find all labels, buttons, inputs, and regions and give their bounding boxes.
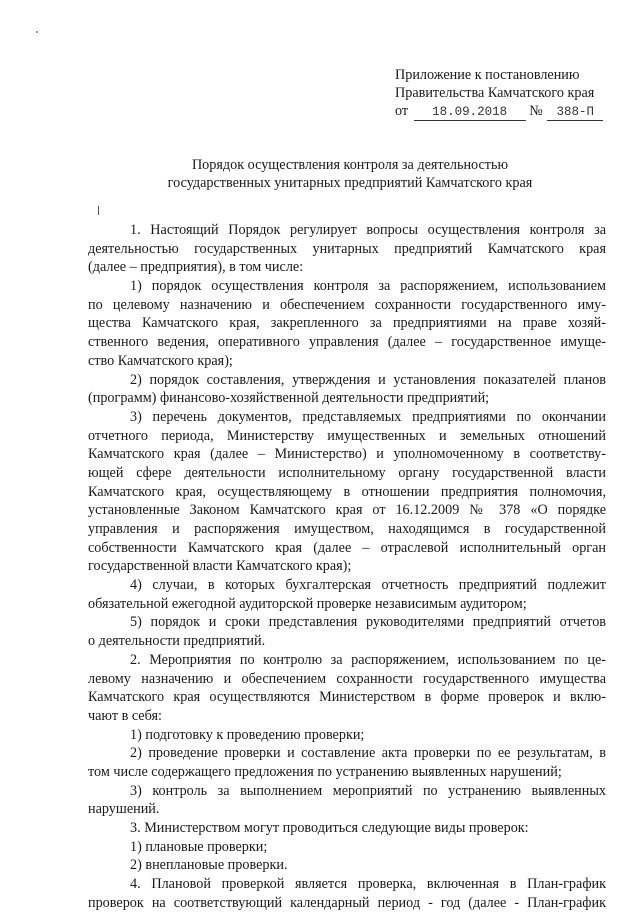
body-line: установленные Законом Камчатского края от 16.12.2009 № 378 «О порядке	[88, 502, 606, 519]
appendix-header	[395, 66, 635, 121]
body-line: нарушений.	[88, 801, 160, 818]
body-line: 1. Настоящий Порядок регулирует вопросы осуществления контроля за	[130, 222, 606, 238]
body-line: 5) порядок и сроки представления руководителями предприятий отчетов	[130, 614, 606, 631]
body-line: о деятельности предприятий.	[88, 633, 266, 650]
resolution-number: 388-П	[547, 104, 603, 121]
scan-speck	[36, 31, 38, 33]
body-line: 2. Мероприятия по контролю за распоряжением, использованием по це-	[130, 651, 606, 668]
appendix-line-3	[395, 102, 635, 121]
body-line: том числе содержащего предложения по устранению выявленных нарушений;	[88, 763, 562, 780]
body-line: ство Камчатского края);	[88, 352, 233, 369]
body-line: 4. Плановой проверкой является проверка, включенная в План-график	[130, 876, 606, 893]
body-line: по целевому назначению и обеспечением сохранности государственного иму-	[88, 296, 606, 313]
number-label: №	[529, 103, 543, 119]
body-line: Камчатского края, осуществляющему в отношении предприятия полномочия,	[88, 483, 606, 500]
body-line: 1) плановые проверки;	[130, 838, 268, 855]
body-line: 3) контроль за выполнением мероприятий по устранению выявленных	[130, 782, 606, 799]
body-line: чают в себя:	[88, 707, 162, 724]
body-line: 2) проведение проверки и составление акта проверки по ее результатам, в	[130, 745, 606, 762]
body-line: отчетного периода, Министерству имущественных и земельных отношений	[88, 427, 606, 444]
body-line: 1) порядок осуществления контроля за распоряжением, использованием	[130, 278, 606, 295]
body-line: 3. Министерством могут проводиться следующие виды проверок:	[130, 820, 529, 836]
body-line: (далее – предприятия), в том числе:	[88, 259, 304, 276]
body-line: обязательной ежегодной аудиторской проверке независимым аудитором;	[88, 595, 527, 612]
body-line: государственной власти Камчатского края);	[88, 558, 352, 575]
body-line: щества Камчатского края, закрепленного за предприятиями на праве хозяй-	[88, 315, 606, 332]
body-line: (программ) финансово-хозяйственной деятельности предприятий;	[88, 390, 490, 407]
body-line: 3) перечень документов, представляемых предприятиями по окончании	[130, 408, 606, 425]
document-body	[88, 221, 606, 912]
body-line: ющей сфере деятельности исполнительному органу государственной власти	[88, 464, 606, 481]
body-line: проверок на соответствующий календарный период - год (далее - План-график	[88, 894, 606, 911]
body-line: 2) порядок составления, утверждения и установления показателей планов	[130, 371, 606, 388]
body-line: Камчатского края осуществляются Министерством в форме проверок и вклю-	[88, 689, 606, 706]
title-line-2: государственных унитарных предприятий Камчатского края	[167, 175, 533, 191]
appendix-line-1: Приложение к постановлению	[395, 67, 580, 83]
title-line-1: Порядок осуществления контроля за деятельностью	[191, 157, 509, 173]
body-line: Камчатского края (далее – Министерство) и уполномоченному в соответству-	[88, 446, 606, 463]
body-line: левому назначению и обеспечением сохранности государственного имущества	[88, 670, 606, 687]
document-title	[100, 156, 600, 192]
body-line: управления и распоряжения имуществом, находящимся в государственной	[88, 521, 606, 537]
body-line: 1) подготовку к проведению проверки;	[130, 726, 365, 743]
scan-mark	[98, 206, 99, 215]
appendix-line-2: Правительства Камчатского края	[395, 85, 595, 101]
body-line: собственности Камчатского края (далее – отраслевой исполнительный орган	[88, 539, 606, 556]
date-label: от	[395, 103, 409, 119]
body-line: деятельностью государственных унитарных предприятий Камчатского края	[88, 240, 606, 257]
body-line: ственного ведения, оперативного управления (далее – государственное имуще-	[88, 334, 606, 351]
body-line: 2) внеплановые проверки.	[130, 857, 288, 874]
body-line: 4) случаи, в которых бухгалтерская отчетность предприятий подлежит	[130, 577, 606, 594]
resolution-date: 18.09.2018	[414, 104, 526, 121]
